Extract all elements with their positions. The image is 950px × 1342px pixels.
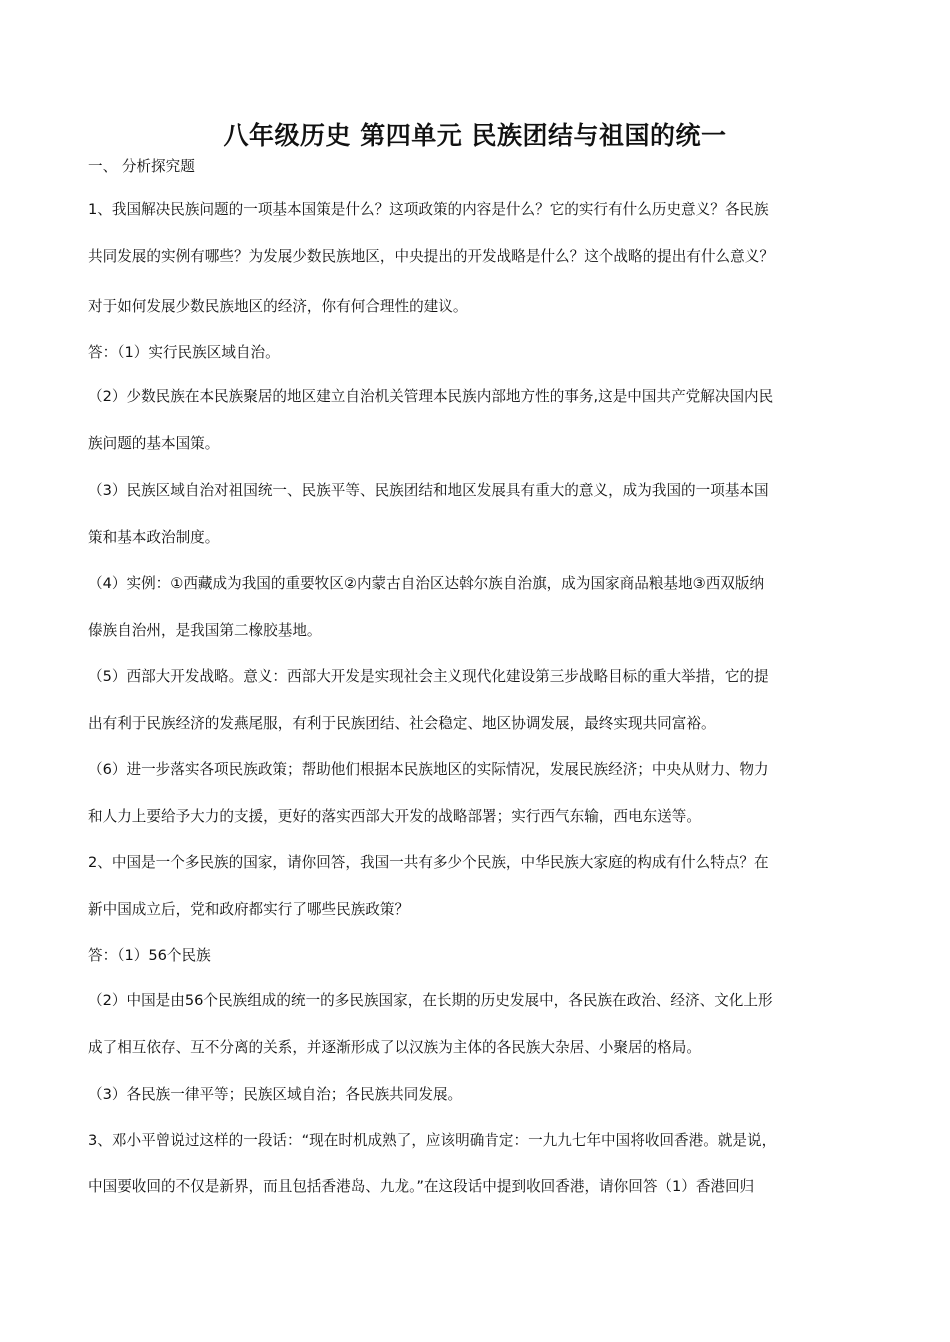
text-line: 共同发展的实例有哪些？为发展少数民族地区，中央提出的开发战略是什么？这个战略的提出有什么意义？	[88, 248, 774, 265]
text-line: 策和基本政治制度。	[88, 529, 220, 546]
text-line: （3）各民族一律平等；民族区域自治；各民族共同发展。	[88, 1086, 463, 1103]
text-line: 中国要收回的不仅是新界，而且包括香港岛、九龙。”在这段话中提到收回香港，请你回答（1）香港回归	[88, 1178, 755, 1195]
text-line: 成了相互依存、互不分离的关系，并逐渐形成了以汉族为主体的各民族大杂居、小聚居的格局。	[88, 1039, 701, 1056]
text-line: （2）中国是由56个民族组成的统一的多民族国家，在长期的历史发展中，各民族在政治、经济、文化上形	[88, 992, 773, 1009]
text-line: 3、邓小平曾说过这样的一段话：“现在时机成熟了，应该明确肯定：一九九七年中国将收回香港。就是说，	[88, 1132, 777, 1149]
text-line: （3）民族区域自治对祖国统一、民族平等、民族团结和地区发展具有重大的意义，成为我国的一项基本国	[88, 482, 769, 499]
text-line: （4）实例：①西藏成为我国的重要牧区②内蒙古自治区达斡尔族自治旗，成为国家商品粮基地③西双版纳	[88, 575, 765, 592]
document-title: 八年级历史 第四单元 民族团结与祖国的统一	[223, 121, 727, 150]
text-line: （5）西部大开发战略。意义：西部大开发是实现社会主义现代化建设第三步战略目标的重大举措，它的提	[88, 668, 769, 685]
section-heading: 一、 分析探究题	[88, 158, 195, 175]
text-line: 和人力上要给予大力的支援，更好的落实西部大开发的战略部署；实行西气东输，西电东送等。	[88, 808, 701, 825]
text-line: 1、我国解决民族问题的一项基本国策是什么？这项政策的内容是什么？它的实行有什么历史意义？各民族	[88, 201, 769, 218]
text-line: 傣族自治州，是我国第二橡胶基地。	[88, 622, 322, 639]
text-line: 对于如何发展少数民族地区的经济，你有何合理性的建议。	[88, 298, 468, 315]
text-line: （6）进一步落实各项民族政策；帮助他们根据本民族地区的实际情况，发展民族经济；中央从财力、物力	[88, 761, 769, 778]
text-line: 答：（1）实行民族区域自治。	[88, 344, 280, 361]
text-line: （2）少数民族在本民族聚居的地区建立自治机关管理本民族内部地方性的事务,这是中国共产党解决国内民	[88, 388, 774, 405]
text-line: 出有利于民族经济的发燕尾服，有利于民族团结、社会稳定、地区协调发展，最终实现共同富裕。	[88, 715, 716, 732]
text-line: 新中国成立后，党和政府都实行了哪些民族政策？	[88, 901, 410, 918]
text-line: 2、中国是一个多民族的国家，请你回答，我国一共有多少个民族，中华民族大家庭的构成有什么特点？在	[88, 854, 769, 871]
text-line: 族问题的基本国策。	[88, 435, 220, 452]
text-line: 答：（1）56个民族	[88, 947, 211, 964]
